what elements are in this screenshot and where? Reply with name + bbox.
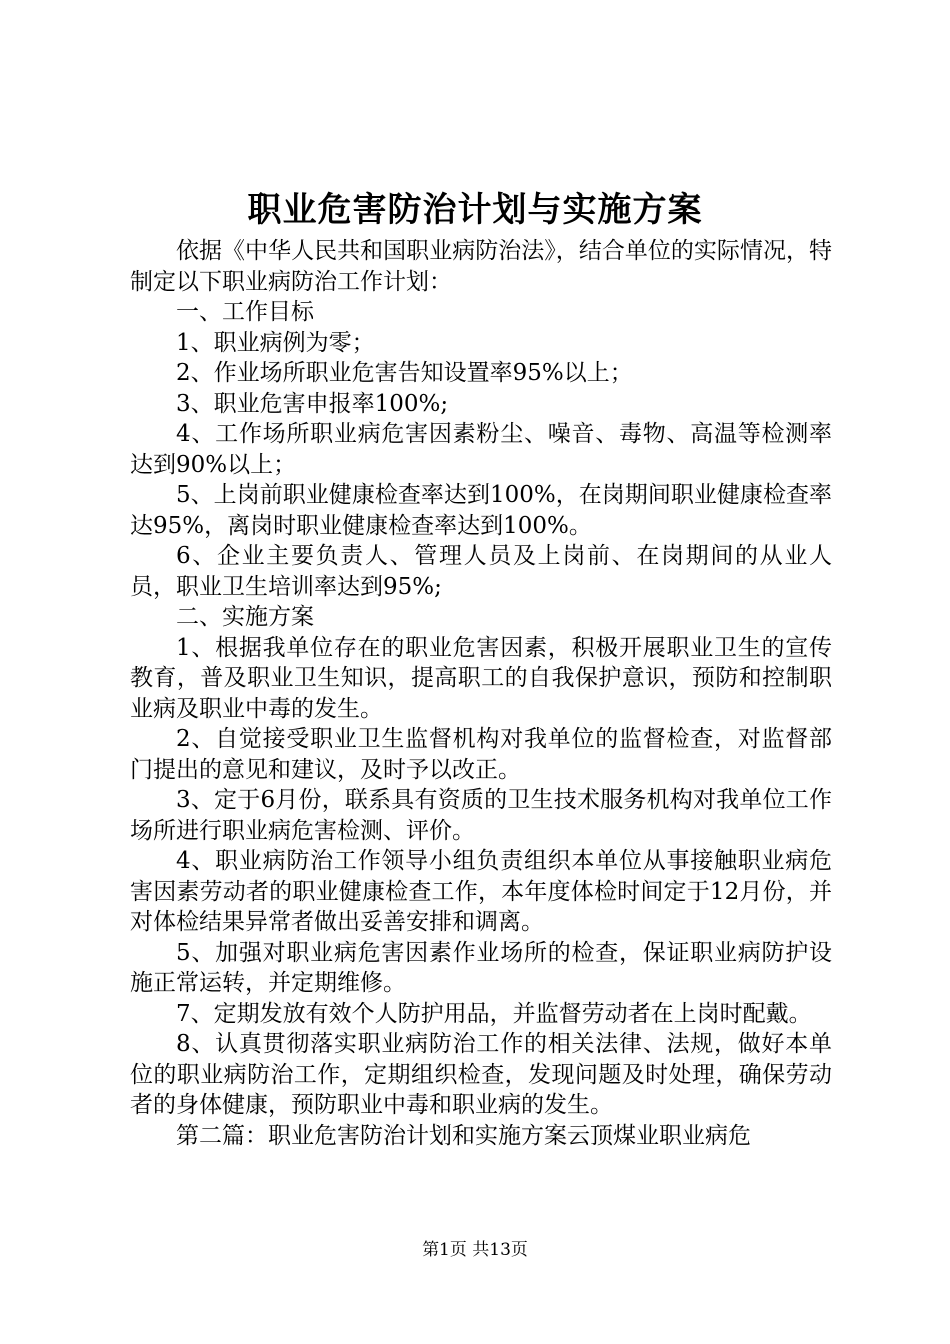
section-heading-goals: 一、工作目标 xyxy=(176,299,314,325)
plan-item-7: 7、定期发放有效个人防护用品，并监督劳动者在上岗时配戴。 xyxy=(176,1000,812,1027)
plan-item-3: 3、定于6月份，联系具有资质的卫生技术服务机构对我单位工作场所进行职业病危害检测、评价。 xyxy=(130,787,832,844)
document-title: 职业危害防治计划与实施方案 xyxy=(247,190,703,230)
second-article-heading: 第二篇：职业危害防治计划和实施方案云顶煤业职业病危 xyxy=(176,1122,751,1149)
section-heading-plan: 二、实施方案 xyxy=(176,604,314,630)
document-body xyxy=(130,236,832,1151)
goal-item-4: 4、工作场所职业病危害因素粉尘、噪音、毒物、高温等检测率达到90%以上； xyxy=(130,421,832,478)
goal-item-1: 1、职业病例为零； xyxy=(176,329,375,356)
page-footer: 第1页 共13页 xyxy=(422,1240,528,1260)
plan-item-2: 2、自觉接受职业卫生监督机构对我单位的监督检查，对监督部门提出的意见和建议，及时予以改正。 xyxy=(130,726,832,783)
paragraph-intro: 依据《中华人民共和国职业病防治法》，结合单位的实际情况，特制定以下职业病防治工作计划： xyxy=(130,238,832,295)
goal-item-2: 2、作业场所职业危害告知设置率95%以上； xyxy=(176,360,633,386)
goal-item-3: 3、职业危害申报率100%; xyxy=(176,390,449,417)
plan-item-5: 5、加强对职业病危害因素作业场所的检查，保证职业病防护设施正常运转，并定期维修。 xyxy=(130,939,832,996)
goal-item-6: 6、企业主要负责人、管理人员及上岗前、在岗期间的从业人员，职业卫生培训率达到95%; xyxy=(130,543,832,600)
plan-item-8: 8、认真贯彻落实职业病防治工作的相关法律、法规，做好本单位的职业病防治工作，定期组织检查，发现问题及时处理，确保劳动者的身体健康，预防职业中毒和职业病的发生。 xyxy=(130,1031,832,1118)
goal-item-5: 5、上岗前职业健康检查率达到100%，在岗期间职业健康检查率达95%，离岗时职业健康检查率达到100%。 xyxy=(130,482,832,539)
plan-item-1: 1、根据我单位存在的职业危害因素，积极开展职业卫生的宣传教育，普及职业卫生知识，提高职工的自我保护意识，预防和控制职业病及职业中毒的发生。 xyxy=(130,634,832,722)
plan-item-4: 4、职业病防治工作领导小组负责组织本单位从事接触职业病危害因素劳动者的职业健康检查工作，本年度体检时间定于12月份，并对体检结果异常者做出妥善安排和调离。 xyxy=(130,848,832,935)
